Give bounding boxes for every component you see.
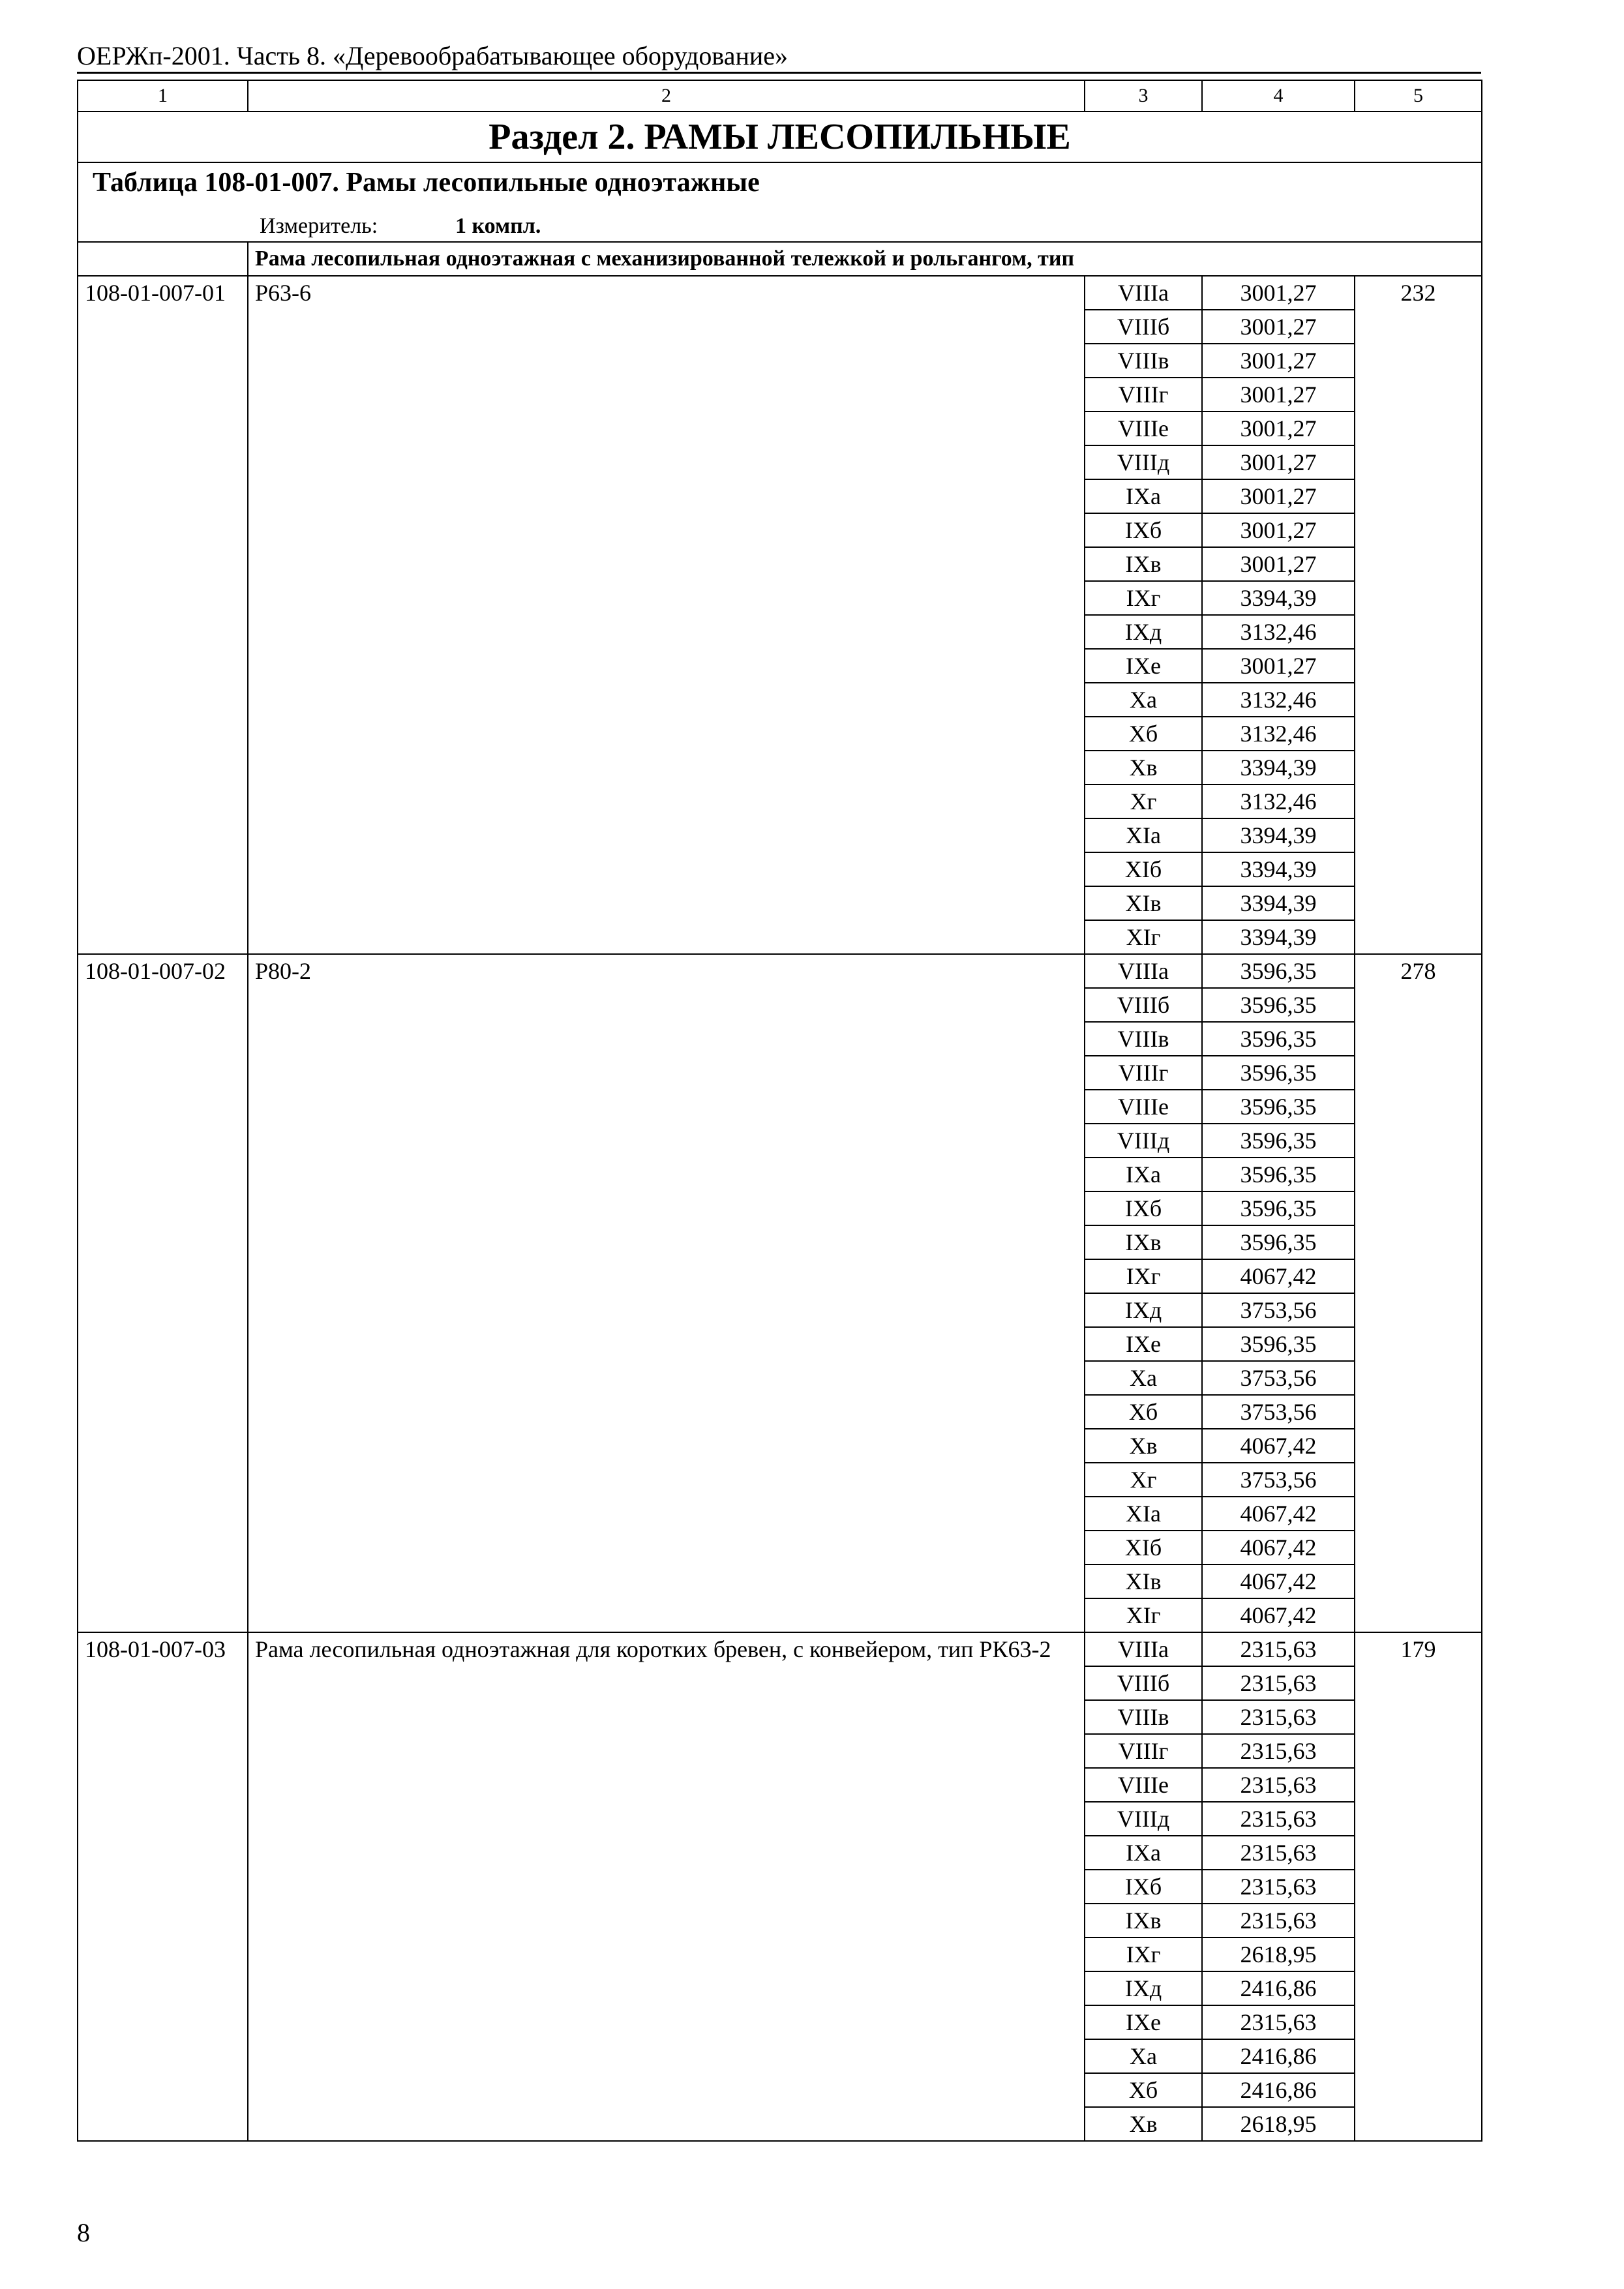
- class-cell: VIIIд: [1085, 1124, 1202, 1158]
- price-cell: 2315,63: [1202, 2005, 1355, 2039]
- column-number: 5: [1355, 80, 1482, 112]
- price-cell: 3596,35: [1202, 1056, 1355, 1090]
- price-cell: 3596,35: [1202, 1327, 1355, 1361]
- price-cell: 3001,27: [1202, 513, 1355, 547]
- class-cell: Хг: [1085, 1463, 1202, 1497]
- class-cell: Хб: [1085, 1395, 1202, 1429]
- price-cell: 3132,46: [1202, 785, 1355, 818]
- class-cell: VIIIд: [1085, 445, 1202, 479]
- class-cell: IХд: [1085, 1293, 1202, 1327]
- column-numbers-row: [78, 80, 1482, 112]
- class-cell: IХв: [1085, 1904, 1202, 1937]
- class-cell: VIIIа: [1085, 954, 1202, 988]
- class-cell: IХб: [1085, 1870, 1202, 1904]
- class-cell: VIIIв: [1085, 1700, 1202, 1734]
- price-cell: 3596,35: [1202, 1124, 1355, 1158]
- price-cell: 3132,46: [1202, 615, 1355, 649]
- class-cell: IХе: [1085, 2005, 1202, 2039]
- class-cell: ХIа: [1085, 1497, 1202, 1531]
- class-cell: IХе: [1085, 649, 1202, 683]
- class-cell: VIIIг: [1085, 378, 1202, 411]
- class-cell: IХд: [1085, 1971, 1202, 2005]
- price-cell: 3596,35: [1202, 1022, 1355, 1056]
- price-cell: 3001,27: [1202, 344, 1355, 378]
- table-title: Таблица 108-01-007. Рамы лесопильные одноэтажные: [93, 168, 760, 198]
- class-cell: Ха: [1085, 683, 1202, 717]
- price-cell: 3001,27: [1202, 378, 1355, 411]
- price-cell: 3001,27: [1202, 276, 1355, 310]
- measure-label: Измеритель:: [260, 214, 378, 238]
- table-header-cell: [78, 162, 1482, 242]
- class-cell: Хб: [1085, 2073, 1202, 2107]
- table-title-row: [78, 162, 1482, 242]
- class-cell: IХб: [1085, 1191, 1202, 1225]
- class-cell: VIIIб: [1085, 310, 1202, 344]
- column-number: 4: [1202, 80, 1355, 112]
- measure-line: [85, 205, 1475, 241]
- class-cell: Хб: [1085, 717, 1202, 751]
- class-cell: IХе: [1085, 1327, 1202, 1361]
- class-cell: IХа: [1085, 479, 1202, 513]
- item-code: 108-01-007-02: [78, 954, 248, 1632]
- col5-cell: 179: [1355, 1632, 1482, 2141]
- table-row: [78, 954, 1482, 988]
- price-cell: 3394,39: [1202, 818, 1355, 852]
- class-cell: ХIв: [1085, 886, 1202, 920]
- class-cell: VIIIе: [1085, 411, 1202, 445]
- price-cell: 3132,46: [1202, 683, 1355, 717]
- class-cell: IХа: [1085, 1158, 1202, 1191]
- item-name: Рама лесопильная одноэтажная для коротких бревен, с конвейером, тип РК63-2: [248, 1632, 1085, 2141]
- class-cell: VIIIб: [1085, 988, 1202, 1022]
- price-cell: 3596,35: [1202, 1191, 1355, 1225]
- column-number: 3: [1085, 80, 1202, 112]
- class-cell: IХб: [1085, 513, 1202, 547]
- price-cell: 3394,39: [1202, 751, 1355, 785]
- price-cell: 2315,63: [1202, 1870, 1355, 1904]
- price-cell: 3596,35: [1202, 1225, 1355, 1259]
- class-cell: ХIв: [1085, 1564, 1202, 1598]
- table-row: [78, 1632, 1482, 1666]
- class-cell: IХг: [1085, 1937, 1202, 1971]
- price-cell: 3596,35: [1202, 954, 1355, 988]
- group-description: Рама лесопильная одноэтажная с механизированной тележкой и рольгангом, тип: [248, 242, 1482, 276]
- class-cell: Ха: [1085, 1361, 1202, 1395]
- measure-value: 1 компл.: [455, 214, 541, 238]
- item-name: Р63-6: [248, 276, 1085, 954]
- class-cell: Хв: [1085, 1429, 1202, 1463]
- class-cell: ХIб: [1085, 1531, 1202, 1564]
- price-cell: 3001,27: [1202, 547, 1355, 581]
- class-cell: ХIб: [1085, 852, 1202, 886]
- class-cell: IХв: [1085, 1225, 1202, 1259]
- class-cell: VIIIе: [1085, 1768, 1202, 1802]
- price-cell: 3596,35: [1202, 1158, 1355, 1191]
- column-number: 1: [78, 80, 248, 112]
- price-cell: 2315,63: [1202, 1836, 1355, 1870]
- price-cell: 3596,35: [1202, 988, 1355, 1022]
- price-cell: 3394,39: [1202, 852, 1355, 886]
- class-cell: IХа: [1085, 1836, 1202, 1870]
- class-cell: IХд: [1085, 615, 1202, 649]
- class-cell: VIIIг: [1085, 1056, 1202, 1090]
- price-cell: 4067,42: [1202, 1259, 1355, 1293]
- class-cell: VIIIв: [1085, 344, 1202, 378]
- price-cell: 3753,56: [1202, 1293, 1355, 1327]
- class-cell: IХг: [1085, 1259, 1202, 1293]
- class-cell: VIIIд: [1085, 1802, 1202, 1836]
- price-cell: 3001,27: [1202, 479, 1355, 513]
- class-cell: ХIа: [1085, 818, 1202, 852]
- section-row: [78, 112, 1482, 162]
- class-cell: IХв: [1085, 547, 1202, 581]
- class-cell: Ха: [1085, 2039, 1202, 2073]
- column-number: 2: [248, 80, 1085, 112]
- price-cell: 3394,39: [1202, 920, 1355, 954]
- price-cell: 2416,86: [1202, 1971, 1355, 2005]
- price-cell: 4067,42: [1202, 1598, 1355, 1632]
- price-cell: 2315,63: [1202, 1700, 1355, 1734]
- class-cell: IХг: [1085, 581, 1202, 615]
- item-code: 108-01-007-03: [78, 1632, 248, 2141]
- price-cell: 2315,63: [1202, 1802, 1355, 1836]
- price-cell: 2315,63: [1202, 1666, 1355, 1700]
- price-cell: 3001,27: [1202, 310, 1355, 344]
- class-cell: VIIIе: [1085, 1090, 1202, 1124]
- price-cell: 3132,46: [1202, 717, 1355, 751]
- price-cell: 2315,63: [1202, 1768, 1355, 1802]
- col5-cell: 278: [1355, 954, 1482, 1632]
- table-row: [78, 276, 1482, 310]
- group-description-spacer: [78, 242, 248, 276]
- class-cell: VIIIб: [1085, 1666, 1202, 1700]
- price-cell: 2618,95: [1202, 2107, 1355, 2141]
- item-code: 108-01-007-01: [78, 276, 248, 954]
- price-cell: 2315,63: [1202, 1632, 1355, 1666]
- class-cell: Хг: [1085, 785, 1202, 818]
- price-cell: 3753,56: [1202, 1361, 1355, 1395]
- price-cell: 2416,86: [1202, 2073, 1355, 2107]
- class-cell: VIIIг: [1085, 1734, 1202, 1768]
- page-number: 8: [77, 2218, 90, 2247]
- class-cell: VIIIа: [1085, 276, 1202, 310]
- price-cell: 4067,42: [1202, 1497, 1355, 1531]
- price-cell: 2618,95: [1202, 1937, 1355, 1971]
- col5-cell: 232: [1355, 276, 1482, 954]
- price-cell: 3394,39: [1202, 581, 1355, 615]
- price-cell: 4067,42: [1202, 1429, 1355, 1463]
- price-cell: 3001,27: [1202, 649, 1355, 683]
- section-title: Раздел 2. РАМЫ ЛЕСОПИЛЬНЫЕ: [78, 112, 1482, 162]
- price-cell: 3001,27: [1202, 445, 1355, 479]
- price-cell: 3596,35: [1202, 1090, 1355, 1124]
- class-cell: ХIг: [1085, 1598, 1202, 1632]
- class-cell: Хв: [1085, 2107, 1202, 2141]
- price-cell: 4067,42: [1202, 1564, 1355, 1598]
- price-cell: 3001,27: [1202, 411, 1355, 445]
- class-cell: VIIIа: [1085, 1632, 1202, 1666]
- page-header: ОЕРЖп-2001. Часть 8. «Деревообрабатывающее оборудование»: [77, 41, 789, 70]
- price-cell: 2416,86: [1202, 2039, 1355, 2073]
- rates-table: [77, 80, 1482, 2142]
- header-rule: [77, 72, 1481, 74]
- class-cell: VIIIв: [1085, 1022, 1202, 1056]
- price-cell: 2315,63: [1202, 1904, 1355, 1937]
- price-cell: 3394,39: [1202, 886, 1355, 920]
- price-cell: 3753,56: [1202, 1395, 1355, 1429]
- class-cell: Хв: [1085, 751, 1202, 785]
- price-cell: 4067,42: [1202, 1531, 1355, 1564]
- price-cell: 2315,63: [1202, 1734, 1355, 1768]
- item-name: Р80-2: [248, 954, 1085, 1632]
- class-cell: ХIг: [1085, 920, 1202, 954]
- group-description-row: [78, 242, 1482, 276]
- price-cell: 3753,56: [1202, 1463, 1355, 1497]
